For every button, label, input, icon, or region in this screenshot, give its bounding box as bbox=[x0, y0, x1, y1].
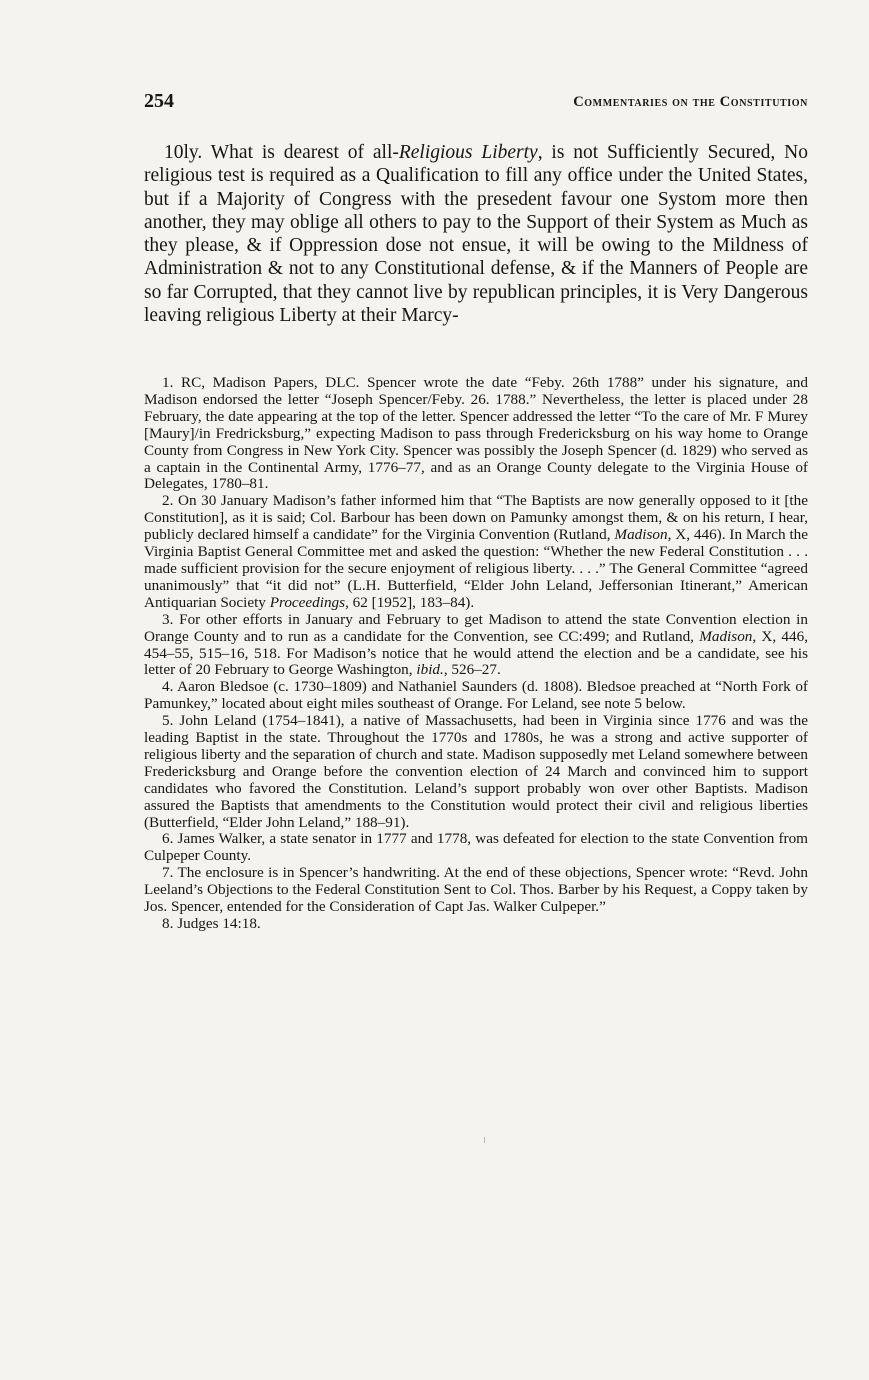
footnote-5: 5. John Leland (1754–1841), a native of Massachusetts, had been in Virginia since 1776 and was the leading Baptist in the state. Throughout the 1770s and 1780s, he was a strong and active supporter of religious liberty and the separation of church and state. Madison supposedly met Leland somewhere between Fredericksburg and Orange before the convention election of 24 March and convinced him to support candidates who favored the Constitution. Leland’s support probably won over other Baptists. Madison assured the Baptists that amendments to the Constitution would protect their civil and religious liberties (Butterfield, “Elder John Leland,” 188–91). bbox=[144, 712, 808, 831]
footnote-3 bbox=[144, 612, 808, 680]
footnotes bbox=[144, 375, 808, 933]
footnote-2-text-cont: , X, 446). In March the Virginia Baptist General Committee met and asked the question: “Whether the new Federal Constitution . . . made sufficient provision for the secure enjoyment of religious liberty. . . .” The General Committee “agreed unanimously” that “it did not” (L.H. Butterfield, “Elder John Leland, Jeffersonian Itinerant,” American Antiquarian Society bbox=[144, 526, 808, 611]
footnote-3-text: 3. For other efforts in January and February to get Madison to attend the state Convention election in Orange County and to run as a candidate for the Convention, see CC:499; and Rutland, bbox=[144, 610, 808, 645]
body-text-start: 10ly. What is dearest of all- bbox=[164, 142, 399, 163]
footnote-2 bbox=[144, 493, 808, 611]
footnote-3-text-cont: , X, 446, 454–55, 515–16, 518. For Madison’s notice that he would attend the election and be a candidate, see his letter of 20 February to George Washington, bbox=[144, 627, 808, 679]
footnote-3-italic-madison: Madison bbox=[699, 627, 753, 645]
running-head: Commentaries on the Constitution bbox=[573, 94, 808, 110]
footnote-6: 6. James Walker, a state senator in 1777 and 1778, was defeated for election to the state Convention from Culpeper County. bbox=[144, 830, 808, 865]
page-header bbox=[144, 90, 808, 124]
footnote-2-italic-madison: Madison bbox=[614, 526, 668, 544]
body-italic-phrase: Religious Liberty bbox=[398, 142, 538, 163]
footnote-4: 4. Aaron Bledsoe (c. 1730–1809) and Nathaniel Saunders (d. 1808). Bledsoe preached at “North Fork of Pamunkey,” located about eight miles southeast of Orange. For Leland, see note 5 below. bbox=[144, 678, 808, 713]
footnote-8: 8. Judges 14:18. bbox=[162, 915, 261, 932]
page-number: 254 bbox=[144, 90, 174, 112]
scan-mark bbox=[484, 1137, 485, 1143]
footnote-2-text: 2. On 30 January Madison’s father informed him that “The Baptists are now generally opposed to it [the Constitution], as it is said; Col. Barbour has been down on Pamunky amongst them, & on his return, I hear, publicly declared himself a candidate” for the Virginia Convention (Rutland, bbox=[144, 492, 808, 544]
footnote-3-italic-ibid: ibid. bbox=[416, 661, 444, 679]
footnote-2-text-end: , 62 [1952], 183–84). bbox=[345, 593, 475, 611]
body-text-rest: , is not Sufficiently Secured, No religious test is required as a Qualification to fill any office under the United States, but if a Majority of Congress with the presedent favour one Systom more then another, they may oblige all others to pay to the Support of their System as Much as they please, & if Oppression dose not ensue, it will be owing to the Mildness of Administration & not to any Constitutional defense, & if the Manners of People are so far Corrupted, that they cannot live by republican principles, it is Very Dangerous leaving religious Liberty at their Marcy- bbox=[144, 142, 808, 327]
body-paragraph bbox=[144, 141, 808, 327]
footnote-7: 7. The enclosure is in Spencer’s handwriting. At the end of these objections, Spencer wrote: “Revd. John Leeland’s Objections to the Federal Constitution Sent to Col. Thos. Barber by his Request, a Coppy taken by Jos. Spencer, entended for the Consideration of Capt Jas. Walker Culpeper.” bbox=[144, 864, 808, 916]
footnote-3-text-end: , 526–27. bbox=[443, 661, 501, 679]
footnote-2-italic-proceedings: Proceedings bbox=[269, 593, 346, 611]
footnote-1: 1. RC, Madison Papers, DLC. Spencer wrote the date “Feby. 26th 1788” under his signature, and Madison endorsed the letter “Joseph Spencer/Feby. 26. 1788.” Nevertheless, the letter is placed under 28 February, the date appearing at the top of the letter. Spencer addressed the letter “To the care of Mr. F Murey [Maury]/in Fredricksburg,” expecting Madison to pass through Fredericksburg on his way home to Orange County from Congress in New York City. Spencer was possibly the Joseph Spencer (d. 1829) who served as a captain in the Continental Army, 1776–77, and as an Orange County delegate to the Virginia House of Delegates, 1780–81. bbox=[144, 374, 808, 493]
